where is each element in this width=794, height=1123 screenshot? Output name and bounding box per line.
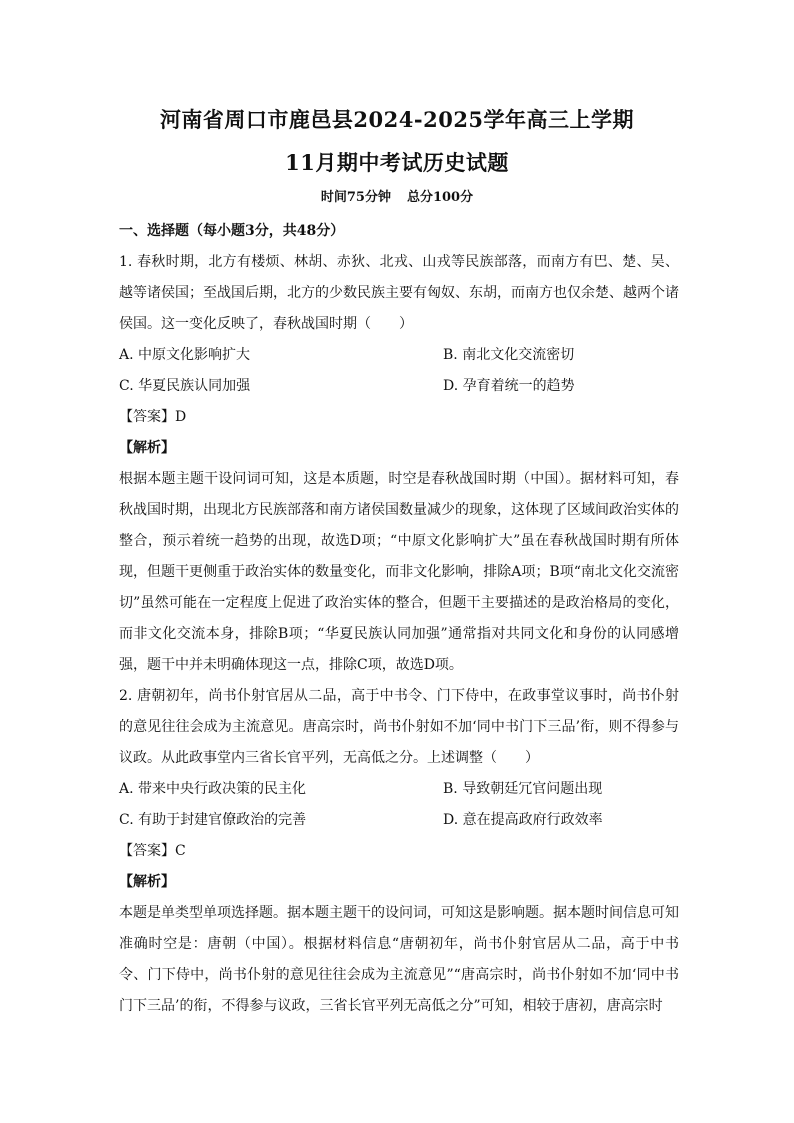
answer-label: 【答案】C [119,843,186,859]
question-stem: 1. 春秋时期，北方有楼烦、林胡、赤狄、北戎、山戎等民族部落，而南方有巴、楚、吴、越等诸侯国；至战国后期，北方的少数民族主要有匈奴、东胡，而南方也仅余楚、越两个诸侯国。这一变化反映了，春秋战国时期（ ） [119,254,679,332]
question-options [119,774,679,836]
question-options [119,340,679,402]
document-body [119,216,679,1022]
exam-info [0,186,794,205]
option-b: B. 导致朝廷冗官问题出现 [443,781,603,797]
option-a: A. 带来中央行政决策的民主化 [119,781,307,797]
option-d: D. 孕育着统一的趋势 [443,378,575,394]
option-c: C. 有助于封建官僚政治的完善 [119,812,307,828]
option-b: B. 南北文化交流密切 [443,347,575,363]
option-c: C. 华夏民族认同加强 [119,378,251,394]
analysis-label: 【解析】 [119,874,175,890]
page-title-line1: 河南省周口市鹿邑县2024-2025学年高三上学期 [159,107,635,132]
option-a: A. 中原文化影响扩大 [119,347,251,363]
answer-label: 【答案】D [119,409,187,425]
page-title-line2: 11月期中考试历史试题 [285,150,509,175]
analysis-label: 【解析】 [119,440,175,456]
option-d: D. 意在提高政府行政效率 [443,812,603,828]
question-1 [119,247,679,681]
section-heading: 一、选择题（每小题3分，共48分） [119,223,345,239]
question-stem: 2. 唐朝初年，尚书仆射官居从二品，高于中书令、门下侍中，在政事堂议事时，尚书仆射的意见往往会成为主流意见。唐高宗时，尚书仆射如不加‘同中书门下三品’衔，则不得参与议政。从此政事堂内三省长官平列，无高低之分。上述调整（ ） [119,688,679,766]
analysis-text: 本题是单类型单项选择题。据本题主题干的设问词，可知这是影响题。据本题时间信息可知准确时空是：唐朝（中国）。根据材料信息“唐朝初年，尚书仆射官居从二品，高于中书令、门下侍中，尚书仆射的意见往往会成为主流意见”“唐高宗时，尚书仆射如不加‘同中书门下三品’的衔，不得参与议政，三省长官平列无高低之分”可知，相较于唐初，唐高宗时 [119,905,679,1014]
question-2 [119,681,679,1022]
analysis-text: 根据本题主题干设问词可知，这是本质题，时空是春秋战国时期（中国）。据材料可知，春秋战国时期，出现北方民族部落和南方诸侯国数量减少的现象，这体现了区域间政治实体的整合，预示着统一趋势的出现，故选D项；“中原文化影响扩大”虽在春秋战国时期有所体现，但题干更侧重于政治实体的数量变化，而非文化影响，排除A项；B项“南北文化交流密切”虽然可能在一定程度上促进了政治实体的整合，但题干主要描述的是政治格局的变化，而非文化交流本身，排除B项；“华夏民族认同加强”通常指对共同文化和身份的认同感增强，题干中并未明确体现这一点，排除C项，故选D项。 [119,471,679,673]
exam-time: 时间75分钟 [320,190,391,205]
exam-total-score: 总分100分 [406,190,474,205]
